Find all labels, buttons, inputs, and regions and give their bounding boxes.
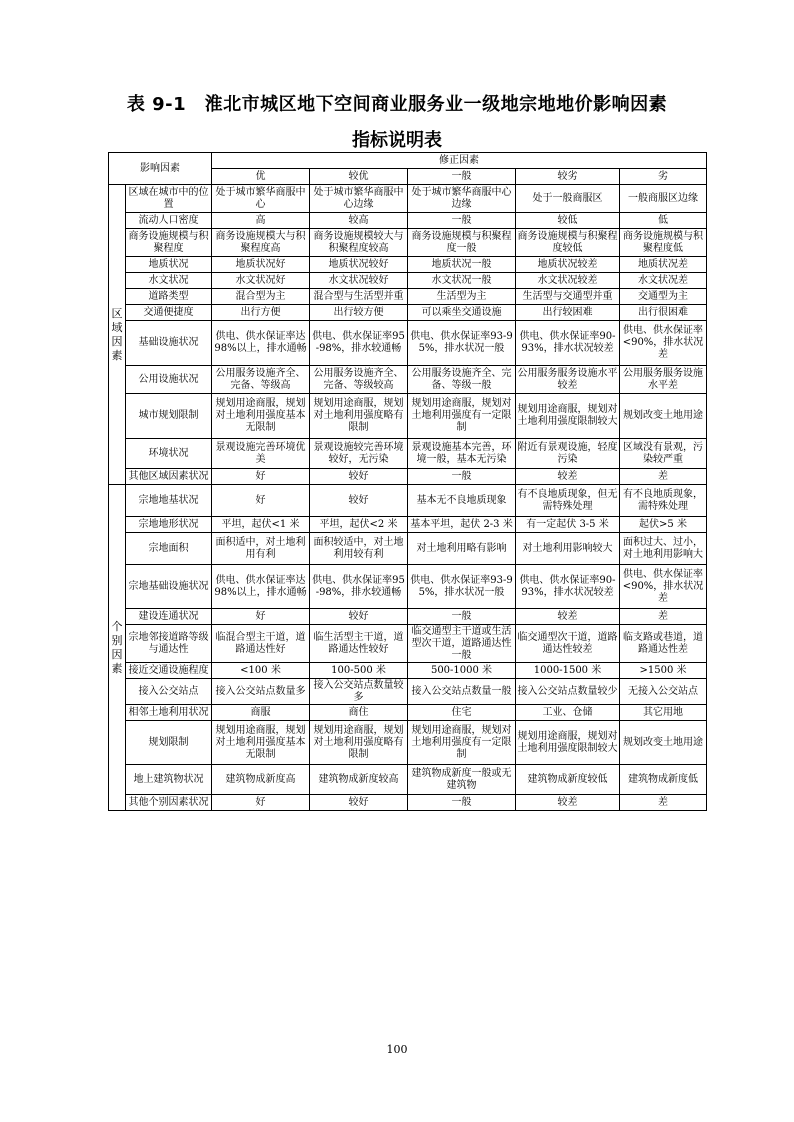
page-number: 100 — [386, 1043, 408, 1056]
level-value-cell: 建筑物成新度一般或无建筑物 — [408, 765, 516, 795]
level-value-cell: 500-1000 米 — [408, 663, 516, 679]
level-value-cell: 接入公交站点数量一般 — [408, 679, 516, 705]
table-title-line1: 表 9-1 淮北市城区地下空间商业服务业一级地宗地地价影响因素 — [126, 94, 668, 115]
level-value-cell: 处于一般商服区 — [516, 185, 620, 213]
level-value-cell: 地质状况好 — [212, 257, 310, 273]
level-value-cell: 公用服务设施齐全、完备、等级较高 — [310, 366, 408, 394]
level-value-cell: 出行方便 — [212, 305, 310, 321]
level-value-cell: 供电、供水保证率90-93%，排水状况较差 — [516, 565, 620, 609]
factor-name-cell: 宗地地形状况 — [126, 517, 212, 533]
group-label-cell — [109, 185, 126, 485]
level-value-cell: 一般 — [408, 469, 516, 485]
level-value-cell: 生活型与交通型并重 — [516, 289, 620, 305]
level-value-cell: 供电、供水保证率90-93%，排水状况较差 — [516, 321, 620, 366]
factor-name-cell: 其他区域因素状况 — [126, 469, 212, 485]
level-value-cell: 水文状况较好 — [310, 273, 408, 289]
level-value-cell: 处于城市繁华商服中心 — [212, 185, 310, 213]
factor-name-cell: 地质状况 — [126, 257, 212, 273]
level-value-cell: 住宅 — [408, 705, 516, 721]
level-value-cell: 较好 — [310, 609, 408, 625]
level-value-cell: 面积较适中，对土地利用较有利 — [310, 533, 408, 565]
factor-name-cell: 其他个别因素状况 — [126, 795, 212, 811]
factor-name-cell: 区域在城市中的位置 — [126, 185, 212, 213]
level-value-cell: 公用服务设施齐全、完备、等级高 — [212, 366, 310, 394]
table-row — [109, 795, 707, 811]
level-value-cell: 临支路或巷道，道路通达性差 — [620, 625, 707, 663]
level-value-cell: 起伏>5 米 — [620, 517, 707, 533]
factor-name-cell: 接近交通设施程度 — [126, 663, 212, 679]
level-value-cell: 规划用途商服，规划对土地利用强度略有限制 — [310, 394, 408, 439]
level-value-cell: 一般 — [408, 795, 516, 811]
table-row — [109, 321, 707, 366]
level-value-cell: 附近有景观设施，轻度污染 — [516, 439, 620, 469]
level-value-cell: 建筑物成新度较高 — [310, 765, 408, 795]
level-value-cell: 供电、供水保证率93-95%，排水状况一般 — [408, 565, 516, 609]
level-value-cell: 地质状况差 — [620, 257, 707, 273]
level-value-cell: 好 — [212, 469, 310, 485]
level-value-cell: 较好 — [310, 469, 408, 485]
level-value-cell: 一般商服区边缘 — [620, 185, 707, 213]
level-value-cell: 供电、供水保证率93-95%，排水状况一般 — [408, 321, 516, 366]
factor-name-cell: 规划限制 — [126, 721, 212, 765]
level-value-cell: 面积过大、过小，对土地利用影响大 — [620, 533, 707, 565]
factor-name-cell: 宗地邻接道路等级与通达性 — [126, 625, 212, 663]
factor-name-cell: 接入公交站点 — [126, 679, 212, 705]
level-value-cell: 较差 — [516, 469, 620, 485]
factor-name-cell: 城市规划限制 — [126, 394, 212, 439]
level-value-cell: 较差 — [516, 795, 620, 811]
factor-name-cell: 建设连通状况 — [126, 609, 212, 625]
level-value-cell: 规划改变土地用途 — [620, 394, 707, 439]
level-value-cell: 平坦，起伏<1 米 — [212, 517, 310, 533]
group-label: 个别因素 — [111, 619, 123, 675]
table-row — [109, 517, 707, 533]
level-value-cell: 差 — [620, 795, 707, 811]
level-value-cell: 地质状况一般 — [408, 257, 516, 273]
table-row — [109, 485, 707, 517]
factor-name-cell: 环境状况 — [126, 439, 212, 469]
level-value-cell: 交通型为主 — [620, 289, 707, 305]
level-value-cell: 地质状况较差 — [516, 257, 620, 273]
header-level: 较优 — [310, 169, 408, 185]
factor-name-cell: 宗地地基状况 — [126, 485, 212, 517]
level-value-cell: 临混合型主干道，道路通达性好 — [212, 625, 310, 663]
table-row — [109, 185, 707, 213]
factor-index-table — [108, 152, 707, 811]
level-value-cell: 较高 — [310, 213, 408, 229]
level-value-cell: 水文状况好 — [212, 273, 310, 289]
level-value-cell: 供电、供水保证率达98%以上，排水通畅 — [212, 321, 310, 366]
level-value-cell: 基本无不良地质现象 — [408, 485, 516, 517]
level-value-cell: 好 — [212, 795, 310, 811]
level-value-cell: 混合型与生活型并重 — [310, 289, 408, 305]
level-value-cell: 出行较方便 — [310, 305, 408, 321]
level-value-cell: 低 — [620, 213, 707, 229]
level-value-cell: 接入公交站点数量较少 — [516, 679, 620, 705]
level-value-cell: 1000-1500 米 — [516, 663, 620, 679]
level-value-cell: 面积适中，对土地利用有利 — [212, 533, 310, 565]
level-value-cell: 基本平坦，起伏 2-3 米 — [408, 517, 516, 533]
level-value-cell: 有不良地质现象，需特殊处理 — [620, 485, 707, 517]
level-value-cell: 规划用途商服，规划对土地利用强度有一定限制 — [408, 721, 516, 765]
group-label: 区域因素 — [111, 306, 123, 362]
level-value-cell: 一般 — [408, 213, 516, 229]
level-value-cell: 供电、供水保证率<90%，排水状况差 — [620, 321, 707, 366]
level-value-cell: 处于城市繁华商服中心边缘 — [408, 185, 516, 213]
level-value-cell: 公用服务设施齐全、完备、等级一般 — [408, 366, 516, 394]
table-title-line2: 指标说明表 — [352, 130, 442, 151]
level-value-cell: <100 米 — [212, 663, 310, 679]
level-value-cell: 水文状况较差 — [516, 273, 620, 289]
level-value-cell: 供电、供水保证率<90%，排水状况差 — [620, 565, 707, 609]
level-value-cell: 高 — [212, 213, 310, 229]
header-factor: 影响因素 — [109, 153, 212, 185]
level-value-cell: 地质状况较好 — [310, 257, 408, 273]
level-value-cell: 商务设施规模与积聚程度低 — [620, 229, 707, 257]
level-value-cell: 规划用途商服，规划对土地利用强度基本无限制 — [212, 394, 310, 439]
table-row — [109, 533, 707, 565]
level-value-cell: 区域没有景观，污染较严重 — [620, 439, 707, 469]
level-value-cell: 规划用途商服，规划对土地利用强度限制较大 — [516, 721, 620, 765]
level-value-cell: 商服 — [212, 705, 310, 721]
level-value-cell: 较好 — [310, 485, 408, 517]
header-level: 一般 — [408, 169, 516, 185]
level-value-cell: 出行很困难 — [620, 305, 707, 321]
table-row — [109, 439, 707, 469]
level-value-cell: 工业、仓储 — [516, 705, 620, 721]
level-value-cell: 对土地利用影响较大 — [516, 533, 620, 565]
table-row — [109, 765, 707, 795]
level-value-cell: 公用服务服务设施水平较差 — [516, 366, 620, 394]
level-value-cell: 差 — [620, 469, 707, 485]
group-label-cell — [109, 485, 126, 811]
factor-name-cell: 流动人口密度 — [126, 213, 212, 229]
header-level: 优 — [212, 169, 310, 185]
table-row — [109, 257, 707, 273]
level-value-cell: 临生活型主干道，道路通达性较好 — [310, 625, 408, 663]
table-row — [109, 625, 707, 663]
table-row — [109, 679, 707, 705]
factor-name-cell: 宗地面积 — [126, 533, 212, 565]
level-value-cell: 较低 — [516, 213, 620, 229]
level-value-cell: 临交通型次干道，道路通达性较差 — [516, 625, 620, 663]
table-row — [109, 273, 707, 289]
level-value-cell: 规划用途商服，规划对土地利用强度有一定限制 — [408, 394, 516, 439]
level-value-cell: 临交通型主干道或生活型次干道，道路通达性一般 — [408, 625, 516, 663]
level-value-cell: 商务设施规模较大与积聚程度较高 — [310, 229, 408, 257]
level-value-cell: 无接入公交站点 — [620, 679, 707, 705]
level-value-cell: 商务设施规模大与积聚程度高 — [212, 229, 310, 257]
table-row — [109, 213, 707, 229]
table-row — [109, 663, 707, 679]
level-value-cell: 商务设施规模与积聚程度较低 — [516, 229, 620, 257]
factor-name-cell: 道路类型 — [126, 289, 212, 305]
level-value-cell: 一般 — [408, 609, 516, 625]
factor-name-cell: 地上建筑物状况 — [126, 765, 212, 795]
table-row — [109, 305, 707, 321]
level-value-cell: 其它用地 — [620, 705, 707, 721]
table-row — [109, 609, 707, 625]
level-value-cell: 处于城市繁华商服中心边缘 — [310, 185, 408, 213]
factor-name-cell: 宗地基础设施状况 — [126, 565, 212, 609]
level-value-cell: 100-500 米 — [310, 663, 408, 679]
level-value-cell: 规划改变土地用途 — [620, 721, 707, 765]
factor-name-cell: 相邻土地利用状况 — [126, 705, 212, 721]
level-value-cell: 商住 — [310, 705, 408, 721]
factor-name-cell: 商务设施规模与积聚程度 — [126, 229, 212, 257]
level-value-cell: 规划用途商服，规划对土地利用强度略有限制 — [310, 721, 408, 765]
level-value-cell: 较差 — [516, 609, 620, 625]
level-value-cell: 好 — [212, 609, 310, 625]
level-value-cell: 水文状况差 — [620, 273, 707, 289]
table-row — [109, 289, 707, 305]
level-value-cell: 可以乘坐交通设施 — [408, 305, 516, 321]
table-row — [109, 469, 707, 485]
factor-name-cell: 水文状况 — [126, 273, 212, 289]
factor-name-cell: 基础设施状况 — [126, 321, 212, 366]
table-row — [109, 366, 707, 394]
level-value-cell: >1500 米 — [620, 663, 707, 679]
header-correction: 修正因素 — [212, 153, 707, 169]
level-value-cell: 公用服务服务设施水平差 — [620, 366, 707, 394]
level-value-cell: 景观设施较完善环境较好，无污染 — [310, 439, 408, 469]
level-value-cell: 生活型为主 — [408, 289, 516, 305]
table-row — [109, 721, 707, 765]
level-value-cell: 出行较困难 — [516, 305, 620, 321]
level-value-cell: 供电、供水保证率95-98%，排水较通畅 — [310, 565, 408, 609]
level-value-cell: 规划用途商服，规划对土地利用强度基本无限制 — [212, 721, 310, 765]
level-value-cell: 供电、供水保证率95-98%，排水较通畅 — [310, 321, 408, 366]
level-value-cell: 水文状况一般 — [408, 273, 516, 289]
level-value-cell: 较好 — [310, 795, 408, 811]
level-value-cell: 好 — [212, 485, 310, 517]
table-row — [109, 394, 707, 439]
level-value-cell: 商务设施规模与积聚程度一般 — [408, 229, 516, 257]
factor-name-cell: 交通便捷度 — [126, 305, 212, 321]
level-value-cell: 规划用途商服，规划对土地利用强度限制较大 — [516, 394, 620, 439]
table-row — [109, 705, 707, 721]
level-value-cell: 有一定起伏 3-5 米 — [516, 517, 620, 533]
level-value-cell: 景观设施完善环境优美 — [212, 439, 310, 469]
level-value-cell: 接入公交站点数量较多 — [310, 679, 408, 705]
level-value-cell: 建筑物成新度高 — [212, 765, 310, 795]
level-value-cell: 平坦，起伏<2 米 — [310, 517, 408, 533]
header-level: 劣 — [620, 169, 707, 185]
level-value-cell: 差 — [620, 609, 707, 625]
level-value-cell: 接入公交站点数量多 — [212, 679, 310, 705]
level-value-cell: 供电、供水保证率达98%以上，排水通畅 — [212, 565, 310, 609]
level-value-cell: 建筑物成新度较低 — [516, 765, 620, 795]
level-value-cell: 景观设施基本完善，环境一般，基本无污染 — [408, 439, 516, 469]
level-value-cell: 建筑物成新度低 — [620, 765, 707, 795]
level-value-cell: 对土地利用略有影响 — [408, 533, 516, 565]
level-value-cell: 混合型为主 — [212, 289, 310, 305]
header-level: 较劣 — [516, 169, 620, 185]
table-row — [109, 229, 707, 257]
table-row — [109, 565, 707, 609]
factor-name-cell: 公用设施状况 — [126, 366, 212, 394]
level-value-cell: 有不良地质现象，但无需特殊处理 — [516, 485, 620, 517]
table-body — [109, 185, 707, 811]
